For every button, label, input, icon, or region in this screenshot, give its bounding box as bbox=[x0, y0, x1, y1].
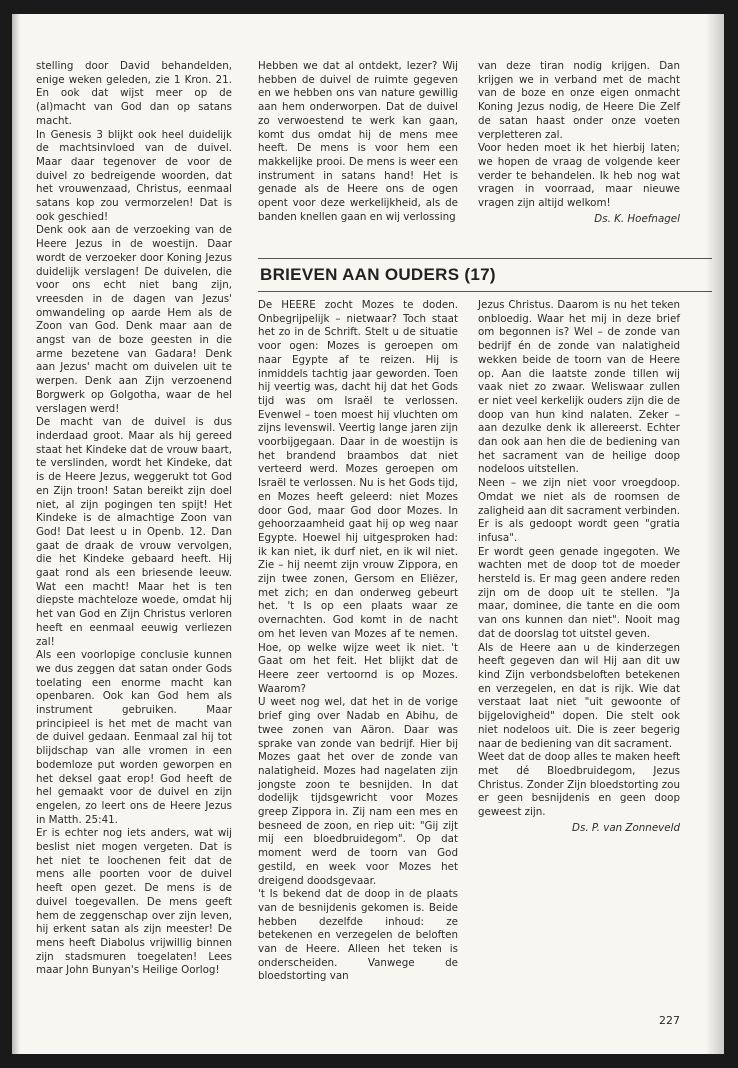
paragraph: Jezus Christus. Daarom is nu het teken onbloedig. Waar het mij in deze brief om begonnen is? Wel – de zonde van bedrijf én de zonde van nalatigheid wekken beide de toorn van de Heere op. Aan die laatste zonde tillen wij vaak niet zo zwaar. Weliswaar zullen er niet veel kerkelijk ouders zijn die de doop van hun kind nalaten. Zeker – aan dezulke denk ik allereerst. Echter dan ook aan hen die de bediening van het sacrament van de heilige doop nodeloos uitstellen. bbox=[478, 299, 680, 476]
paragraph: Als een voorlopige conclusie kunnen we dus zeggen dat satan onder Gods toelating een enorme macht kan openbaren. Ook kan God hem als instrument gebruiken. Maar principieel is het met de macht van de duivel gedaan. Eenmaal zal hij tot blijdschap van alle vromen in een bodemloze put worden geworpen en het deksel gaat erop! God heeft de hel gemaakt voor de duivel en zijn engelen, zo leert ons de Heere Jezus in Matth. 25:41. bbox=[36, 649, 232, 826]
author-signature: Ds. K. Hoefnagel bbox=[594, 212, 680, 225]
page-number: 227 bbox=[659, 1014, 680, 1027]
column-3-letters-to-parents bbox=[478, 299, 680, 835]
column-2-letters-to-parents bbox=[258, 299, 458, 984]
paragraph: De macht van de duivel is dus inderdaad groot. Maar als hij gereed staat het Kindeke dat de vrouw baart, te verslinden, wordt het Kindeke, dat is de Heere Jezus, weggerukt tot God en Zijn troon! Satan bereikt zijn doel niet, al zijn pogingen ten spijt! Het Kindeke is de almachtige Zoon van God! Dat leest u in Openb. 12. Dan gaat de draak de vrouw vervolgen, die het Kindeke gebaard heeft. Hij gaat rond als een briesende leeuw. Wat een macht! Maar het is ten diepste machteloze woede, omdat hij het van God en Zijn Christus verloren heeft en eenmaal eeuwig verliezen zal! bbox=[36, 416, 232, 648]
paragraph: Als de Heere aan u de kinderzegen heeft gegeven dan wil Hij aan dit uw kind Zijn verbondsbeloften betekenen en verzegelen, en dat is rijk. Wie dat verstaat laat niet "uit gewoonte of bijgelovigheid" dopen. Die stelt ook niet nodeloos uit. Die is zeer begerig naar de bediening van dit sacrament. bbox=[478, 641, 680, 750]
column-2-article-continuation bbox=[258, 60, 458, 224]
paragraph: Weet dat de doop alles te maken heeft met dé Bloedbruidegom, Jezus Christus. Zonder Zijn bloedstorting zou er geen besnijdenis en geen doop geweest zijn. bbox=[478, 751, 680, 819]
column-3-article-ending bbox=[478, 60, 680, 226]
paragraph: stelling door David behandelden, enige weken geleden, zie 1 Kron. 21. En ook dat wijst meer op de (al)macht van God dan op satans macht. bbox=[36, 60, 232, 127]
paragraph: 't Is bekend dat de doop in de plaats van de besnijdenis gekomen is. Beide hebben dezelfde inhoud: ze betekenen en verzegelen de beloften van de Heere. Alleen het teken is onderscheiden. Vanwege de bloedstorting van bbox=[258, 888, 458, 983]
page-edge-shadow bbox=[706, 14, 724, 1054]
binding-shadow bbox=[12, 14, 20, 1054]
column-1-article-continuation bbox=[36, 60, 232, 978]
author-signature: Ds. P. van Zonneveld bbox=[572, 821, 680, 834]
paragraph: Voor heden moet ik het hierbij laten; we hopen de vraag de volgende keer verder te behandelen. Ik heb nog wat vragen in voorraad, maar nieuwe vragen zijn altijd welkom! bbox=[478, 142, 680, 210]
section-heading: BRIEVEN AAN OUDERS (17) bbox=[258, 258, 712, 292]
paragraph: In Genesis 3 blijkt ook heel duidelijk de machtsinvloed van de duivel. Maar daar tegenover de voor de duivel zo bedreigende woorden, dat het vrouwenzaad, Christus, eenmaal satans kop zou vermorzelen! Dat is ook geschied! bbox=[36, 128, 232, 223]
paragraph: Hebben we dat al ontdekt, lezer? Wij hebben de duivel de ruimte gegeven en we hebben ons van nature gewillig aan hem onderworpen. Dat de duivel zo verwoestend te werk kan gaan, komt dus omdat hij de mens mee heeft. De mens is voor hem een makkelijke prooi. De mens is weer een instrument in satans hand! Het is genade als de Heere ons de ogen opent voor deze werkelijkheid, als de banden knellen gaan en wij verlossing bbox=[258, 60, 458, 223]
magazine-page bbox=[12, 14, 724, 1054]
paragraph: Er wordt geen genade ingegoten. We wachten met de doop tot de moeder hersteld is. Er mag geen andere reden zijn om de doop uit te stellen. "Ja maar, dominee, die tante en die oom van ons kunnen dan niet". Nooit mag dat de doorslag tot uitstel geven. bbox=[478, 545, 680, 640]
paragraph: U weet nog wel, dat het in de vorige brief ging over Nadab en Abihu, de twee zonen van Aäron. Daar was sprake van zonde van bedrijf. Hier bij Mozes gaat het over de zonde van nalatigheid. Mozes had nagelaten zijn jongste zoon te besnijden. In dat dodelijk tijdsgewricht voor Mozes greep Zippora in. Zij nam een mes en besneed de zoon, en riep uit: "Gij zijt mij een bloedbruidegom". Op dat moment werd de toorn van God gestild, en week voor Mozes het dreigend doodsgevaar. bbox=[258, 696, 458, 887]
paragraph: De HEERE zocht Mozes te doden. Onbegrijpelijk – nietwaar? Toch staat het zo in de Schrift. Stelt u de situatie voor ogen: Mozes is geroepen om naar Egypte af te reizen. Hij is inmiddels tachtig jaar geworden. Toen hij veertig was, dacht hij dat het Gods tijd was om Israël te verlossen. Evenwel – toen moest hij vluchten om zijns levenswil. Veertig lange jaren zijn voorbijgegaan. Daar in de woestijn is het brandend braambos dat niet verteerd werd. Mozes geroepen om Israël te verlossen. Nu is het Gods tijd, en Mozes heeft geleerd: niet Mozes door God, maar God door Mozes. In gehoorzaamheid gaat hij op weg naar Egypte. Hoewel hij uitgesproken had: ik kan niet, ik durf niet, en ik wil niet. Zie – hij neemt zijn vrouw Zippora, en zijn twee zonen, Gersom en Eliëzer, met zich; en dan onderweg gebeurt het. 't Is op een plaats waar ze overnachten. God komt in de nacht om het leven van Mozes af te nemen. Hoe, op welke wijze weet ik niet. 't Gaat om het feit. Het blijkt dat de Heere zeer vertoornd is op Mozes. Waarom? bbox=[258, 299, 458, 695]
paragraph: van deze tiran nodig krijgen. Dan krijgen we in verband met de macht van de boze en onze eigen onmacht Koning Jezus nodig, de Heere Die Zelf de satan haast onder onze voeten verpletteren zal. bbox=[478, 60, 680, 141]
paragraph: Neen – we zijn niet voor vroegdoop. Omdat we niet als de roomsen de zaligheid aan dit sacrament verbinden. Er is als gedoopt wordt geen "gratia infusa". bbox=[478, 477, 680, 544]
paragraph: Denk ook aan de verzoeking van de Heere Jezus in de woestijn. Daar wordt de verzoeker door Koning Jezus duidelijk verslagen! De duivelen, die voor ons echt niet bang zijn, vreesden in de dagen van Jezus' omwandeling op aarde Hem als de Zoon van God. Denk maar aan de angst van de boze geesten in die arme bezetene van Gadara! Denk aan Jezus' macht om duivelen uit te werpen. Denk aan Zijn verzoenend Borgwerk op Golgotha, waar de hel verslagen werd! bbox=[36, 224, 232, 415]
paragraph: Er is echter nog iets anders, wat wij beslist niet mogen vergeten. Dat is het niet te loochenen feit dat de mens alle poorten voor de duivel heeft open gezet. De mens is de duivel toegevallen. De mens geeft hem de zeggenschap over zijn leven, hij erkent satan als zijn meester! De mens heeft Diabolus vrijwillig binnen zijn stadsmuren toegelaten! Lees maar John Bunyan's Heilige Oorlog! bbox=[36, 827, 232, 977]
